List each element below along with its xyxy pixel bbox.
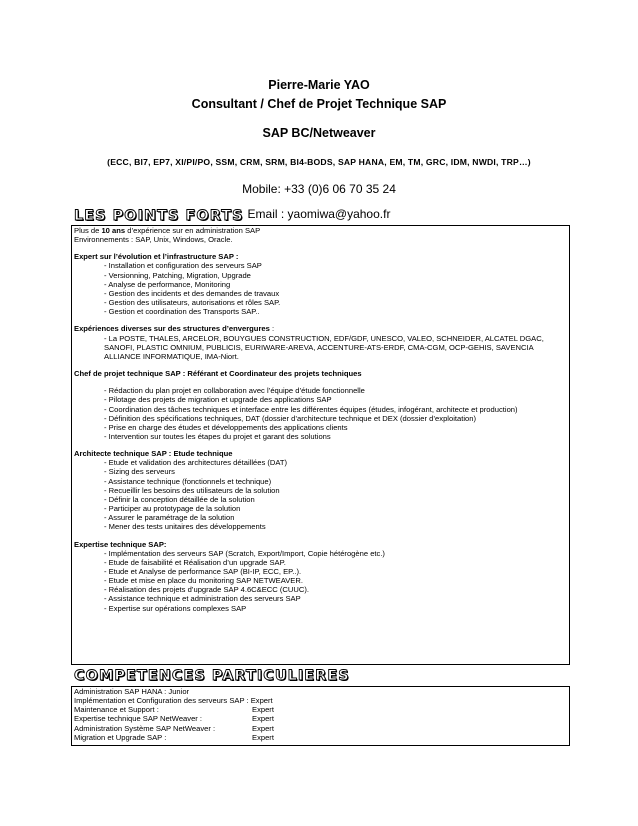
list-item: - Analyse de performance, Monitoring [104, 279, 231, 289]
competence-row [74, 714, 569, 723]
list-item: - Recueillir les besoins des utilisateurs de la solution [104, 485, 280, 495]
experiences-title: Expériences diverses sur des structures d’envergures : [74, 324, 275, 334]
archi-title: Architecte technique SAP : Etude technique [74, 449, 233, 459]
list-item: - Sizing des serveurs [104, 467, 175, 477]
experiences-text: - La POSTE, THALES, ARCELOR, BOUYGUES CONSTRUCTION, EDF/GDF, UNESCO, VALEO, SCHNEIDER, ALCATEL DGAC, SANOFI, PLASTIC OMNIUM, PUBLICIS, EURIWARE-AREVA, ACCENTURE-ATS-ERDF, CMA-CGM, OCP-GEHIS, SAVENCIA ALLIANCE INFORMATIQUE, IMA-Niort. [104, 333, 544, 361]
expertise-list [72, 549, 569, 613]
list-item: - Etude de faisabilité et Réalisation d’un upgrade SAP. [104, 557, 286, 567]
email-address: Email : yaomiwa@yahoo.fr [247, 207, 391, 221]
list-item: - Gestion des incidents et des demandes de travaux [104, 288, 280, 298]
list-item: - Définition des spécifications techniques, DAT (dossier d’architecture technique et DEX (dossier d’exploitation) [104, 413, 476, 423]
list-item: - Définir la conception détaillée de la solution [104, 494, 255, 504]
intro-line: Plus de 10 ans d’expérience sur en administration SAP [74, 226, 261, 235]
competence-label: Migration et Upgrade SAP : [74, 732, 167, 742]
list-item: - Intervention sur toutes les étapes du projet et garant des solutions [104, 431, 331, 441]
competence-line: Implémentation et Configuration des serveurs SAP : Expert [74, 696, 273, 706]
competence-label: Expertise technique SAP NetWeaver : [74, 714, 203, 724]
competence-row [74, 733, 569, 742]
competence-row [74, 724, 569, 733]
list-item: - Implémentation des serveurs SAP (Scratch, Export/Import, Copie hétérogène etc.) [104, 548, 385, 558]
competence-level: Expert [252, 714, 274, 724]
list-item: - Participer au prototypage de la solution [104, 504, 241, 514]
list-item: - Etude et Analyse de performance SAP (BI-IP, ECC, EP..). [104, 567, 302, 576]
expert-list [72, 261, 569, 316]
competences-box [71, 686, 570, 746]
section-title-competences: COMPETENCES PARTICULIERES [74, 668, 350, 684]
job-title: Consultant / Chef de Projet Technique SAP [191, 97, 447, 111]
list-item: - Mener des tests unitaires des développements [104, 522, 266, 532]
list-item: - Expertise sur opérations complexes SAP [104, 603, 247, 613]
list-item: - Réalisation des projets d’upgrade SAP 4.6C&ECC (CUUC). [104, 585, 309, 595]
list-item: - Versionning, Patching, Migration, Upgrade [104, 270, 251, 280]
competence-level: Expert [252, 723, 274, 733]
competence-row [74, 705, 569, 714]
list-item: - Pilotage des projets de migration et upgrade des applications SAP [104, 395, 332, 405]
list-item: - Assurer le paramétrage de la solution [104, 513, 235, 523]
list-item: - Assistance technique et administration des serveurs SAP [104, 594, 301, 604]
competence-line: Administration SAP HANA : Junior [74, 687, 190, 696]
skills-line: (ECC, BI7, EP7, XI/PI/PO, SSM, CRM, SRM, BI4-BODS, SAP HANA, EM, TM, GRC, IDM, NWDI, TRP…) [107, 157, 531, 167]
environments-line: Environnements : SAP, Unix, Windows, Oracle. [74, 235, 233, 245]
list-item: - Assistance technique (fonctionnels et technique) [104, 476, 272, 486]
points-forts-box [71, 225, 570, 665]
candidate-name: Pierre-Marie YAO [268, 78, 370, 92]
list-item: - Coordination des tâches techniques et interface entre les différentes équipes (études, infogérant, architecte et production) [104, 404, 518, 414]
list-item: - Prise en charge des études et développements des applications clients [104, 422, 348, 432]
chef-title: Chef de projet technique SAP : Référant et Coordinateur des projets techniques [74, 369, 362, 379]
competence-label: Maintenance et Support : [74, 705, 159, 715]
list-item: - Gestion et coordination des Transports SAP.. [104, 307, 260, 317]
expert-title: Expert sur l’évolution et l’infrastructure SAP : [74, 252, 239, 262]
archi-list [72, 458, 569, 531]
job-subtitle: SAP BC/Netweaver [262, 126, 376, 140]
competence-level: Expert [252, 705, 274, 715]
section-title-points-forts: LES POINTS FORTS [74, 208, 244, 224]
chef-list [72, 386, 569, 441]
list-item: - Etude et validation des architectures détaillées (DAT) [104, 458, 288, 468]
list-item: - Rédaction du plan projet en collaboration avec l’équipe d’étude fonctionnelle [104, 386, 365, 396]
mobile-number: Mobile: +33 (0)6 06 70 35 24 [242, 182, 396, 196]
list-item: - Gestion des utilisateurs, autorisations et rôles SAP. [104, 298, 281, 308]
list-item: - Etude et mise en place du monitoring SAP NETWEAVER. [104, 576, 303, 586]
competence-level: Expert [252, 732, 274, 742]
competence-label: Administration Système SAP NetWeaver : [74, 723, 216, 733]
list-item: - Installation et configuration des serveurs SAP [104, 261, 262, 271]
expertise-title: Expertise technique SAP: [74, 539, 167, 549]
